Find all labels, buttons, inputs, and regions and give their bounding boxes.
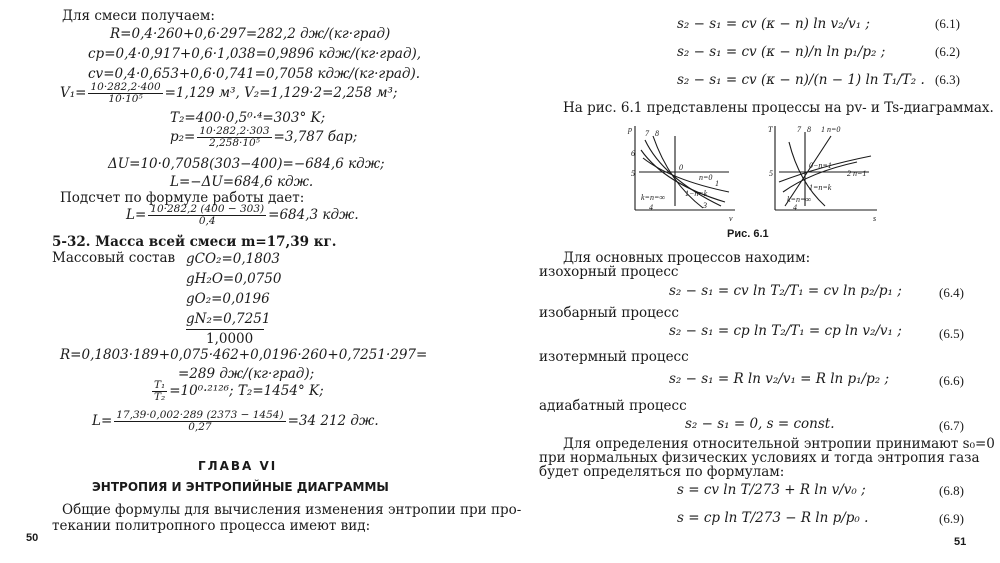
formula-6-5-number: (6.5) [939, 326, 964, 341]
formula-6-6-number: (6.6) [939, 373, 964, 388]
svg-text:4: 4 [793, 203, 797, 212]
mass-fraction-sum: 1,0000 [206, 331, 254, 347]
equation-mix-r-result: =289 дж/(кг·град); [178, 366, 315, 382]
mass-fraction-co2: gCO₂=0,1803 [186, 251, 280, 267]
page-number-left: 50 [26, 532, 39, 544]
basic-processes-text: Для основных процессов находим: [563, 250, 811, 266]
formula-6-2-number: (6.2) [935, 44, 960, 59]
adiabatic-label: адиабатный процесс [539, 398, 687, 414]
equation-p2: p₂= $\frac{10\cdot 282,2\cdot 303}{\text{2,258·10⁵}}$ =3,787 бар; [170, 125, 358, 149]
formula-6-7: s₂ − s₁ = 0, s = const. [685, 416, 835, 432]
svg-text:5: 5 [631, 169, 635, 178]
formula-6-4-number: (6.4) [939, 285, 964, 300]
equation-cv: cv=0,4·0,653+0,6·0,741=0,7058 кдж/(кг·град). [88, 66, 421, 82]
isothermal-label: изотермный процесс [539, 349, 689, 365]
formula-6-9-number: (6.9) [939, 511, 964, 526]
figure-6-1 [625, 122, 885, 230]
svg-text:n=0: n=0 [699, 173, 713, 182]
equation-gas-constant: R=0,4·260+0,6·297=282,2 дж/(кг·град) [110, 26, 391, 42]
svg-text:3: 3 [703, 201, 707, 210]
problem-5-32: 5-32. Масса всей смеси m=17,39 кг. [52, 234, 337, 250]
mass-fraction-o2: gO₂=0,0196 [186, 291, 270, 307]
page-number-right: 51 [954, 536, 967, 548]
relative-entropy-line-1: Для определения относительной энтропии принимают s₀=0 [563, 436, 995, 452]
relative-entropy-line-3: будет определяться по формулам: [539, 464, 785, 480]
formula-6-9: s = cp ln T/273 − R ln p/p₀ . [677, 510, 869, 526]
mass-fraction-n2: gN₂=0,7251 [186, 311, 271, 327]
formula-6-1: s₂ − s₁ = cv (κ − n) ln v₂/v₁ ; [677, 16, 870, 32]
svg-text:T: T [768, 125, 773, 134]
svg-text:0: 0 [679, 163, 683, 172]
svg-text:0−n=1: 0−n=1 [809, 161, 832, 170]
formula-6-5: s₂ − s₁ = cp ln T₂/T₁ = cp ln v₂/v₁ ; [669, 323, 902, 339]
intro-text: Для смеси получаем: [62, 8, 215, 24]
svg-text:5: 5 [769, 169, 773, 178]
right-page [505, 0, 1000, 563]
formula-6-6: s₂ − s₁ = R ln v₂/v₁ = R ln p₁/p₂ ; [669, 371, 890, 387]
work-formula-text: Подсчет по формуле работы дает: [60, 190, 305, 206]
svg-text:v: v [729, 214, 733, 223]
paragraph-line-1: Общие формулы для вычисления изменения энтропии при про- [62, 502, 522, 518]
formula-6-7-number: (6.7) [939, 418, 964, 433]
equation-mix-work: L= $\frac{17,39\cdot 0,002\cdot 289 (2373 - 1454)}{0,27}$ =34 212 дж. [92, 409, 379, 433]
svg-text:7: 7 [797, 125, 801, 134]
figure-reference-text: На рис. 6.1 представлены процессы на pv- и Ts-диаграммах. [563, 100, 994, 116]
figure-caption: Рис. 6.1 [727, 228, 769, 240]
formula-6-8-number: (6.8) [939, 483, 964, 498]
formula-6-8: s = cv ln T/273 + R ln v/v₀ ; [677, 482, 866, 498]
svg-text:k=n=∞: k=n=∞ [641, 193, 666, 202]
svg-text:4: 4 [649, 203, 653, 212]
chapter-number: ГЛАВА VI [198, 459, 278, 473]
svg-text:6: 6 [631, 149, 635, 158]
equation-cp: cp=0,4·0,917+0,6·1,038=0,9896 кдж/(кг·град), [88, 46, 422, 62]
svg-text:p: p [628, 125, 632, 134]
equation-temperature-ratio: $\frac{\text{T₁}}{\text{T₂}}$ =10⁰·²¹²⁶; T₂=1454° K; [154, 379, 324, 403]
formula-6-4: s₂ − s₁ = cv ln T₂/T₁ = cv ln p₂/p₁ ; [669, 283, 902, 299]
svg-text:1 n=0: 1 n=0 [821, 125, 841, 134]
svg-text:7: 7 [645, 129, 649, 138]
paragraph-line-2: текании политропного процесса имеют вид: [52, 518, 371, 534]
relative-entropy-line-2: при нормальных физических условиях и тогда энтропия газа [539, 450, 980, 466]
svg-text:2 n=1: 2 n=1 [847, 169, 867, 178]
equation-v1: V₁= $\frac{10\cdot 282,2\cdot 400}{\text{10·10⁵}}$ =1,129 м³, V₂=1,129·2=2,258 м³; [60, 81, 398, 105]
equation-work: L=−ΔU=684,6 кдж. [170, 174, 314, 190]
sum-rule [186, 329, 264, 330]
formula-6-2: s₂ − s₁ = cv (κ − n)/n ln p₁/p₂ ; [677, 44, 886, 60]
formula-6-3-number: (6.3) [935, 72, 960, 87]
formula-6-1-number: (6.1) [935, 16, 960, 31]
svg-text:1=n=k: 1=n=k [809, 183, 832, 192]
chapter-title: ЭНТРОПИЯ И ЭНТРОПИЙНЫЕ ДИАГРАММЫ [92, 480, 389, 494]
svg-text:8: 8 [655, 129, 659, 138]
svg-text:s: s [873, 214, 877, 223]
svg-text:k=n=∞: k=n=∞ [787, 195, 812, 204]
equation-work-formula: L= $\frac{10\cdot 282,2 (400 - 303)}{0,4}$ =684,3 кдж. [126, 203, 359, 227]
svg-text:8: 8 [807, 125, 811, 134]
equation-t2: T₂=400·0,5⁰·⁴=303° K; [170, 110, 326, 126]
formula-6-3: s₂ − s₁ = cv (κ − n)/(n − 1) ln T₁/T₂ . [677, 72, 925, 88]
equation-delta-u: ΔU=10·0,7058(303−400)=−684,6 кдж; [108, 156, 385, 172]
equation-mix-r: R=0,1803·189+0,075·462+0,0196·260+0,7251·297= [60, 347, 428, 363]
mass-composition-label: Массовый состав [52, 250, 176, 266]
svg-text:1: 1 [715, 179, 719, 188]
mass-fraction-h2o: gH₂O=0,0750 [186, 271, 282, 287]
isobaric-label: изобарный процесс [539, 305, 679, 321]
svg-text:1−n=k: 1−n=k [685, 189, 708, 198]
isochoric-label: изохорный процесс [539, 264, 679, 280]
